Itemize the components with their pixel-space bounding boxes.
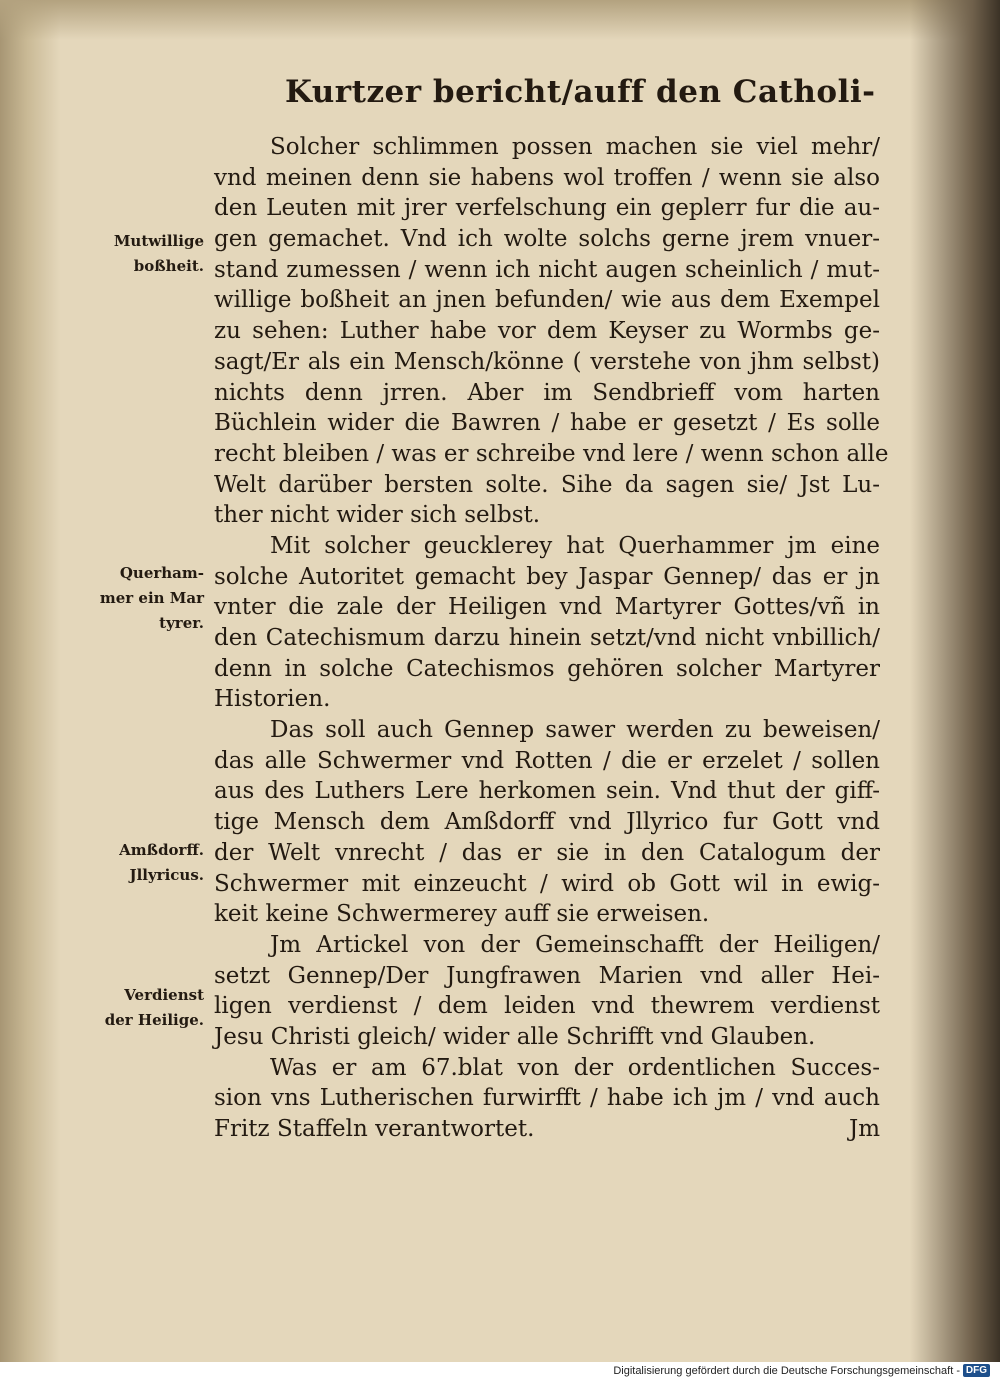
text-line: willige boßheit an jnen befunden/ wie aus dem Exempel	[214, 287, 880, 314]
text-line: nichts denn jrren. Aber im Sendbrieff vom harten	[214, 379, 880, 406]
marginal-note-verdienst	[56, 983, 204, 1033]
text-line: Schwermer mit einzeucht / wird ob Gott wil in ewig-	[214, 870, 880, 897]
text-line: der Welt vnrecht / das er sie in den Catalogum der	[214, 839, 880, 866]
body-text	[214, 132, 889, 1145]
text-line: Solcher schlimmen possen machen sie viel mehr/	[270, 134, 880, 160]
text-line: Jm Artickel von der Gemeinschafft der Heiligen/	[270, 931, 880, 958]
text-line: sion vns Lutherischen furwirfft / habe ich jm / vnd auch	[214, 1085, 880, 1112]
text-line: tige Mensch dem Amßdorff vnd Jllyrico fur Gott vnd	[214, 809, 880, 836]
text-line: Historien.	[214, 686, 331, 713]
text-line: ther nicht wider sich selbst.	[214, 502, 541, 529]
footer-credit: Digitalisierung gefördert durch die Deutsche Forschungsgemeinschaft -	[613, 1365, 960, 1377]
text-line: Mit solcher geucklerey hat Querhammer jm eine	[270, 532, 880, 559]
text-line: ligen verdienst / dem leiden vnd thewrem verdienst	[214, 993, 880, 1020]
marginal-note-querhammer	[56, 561, 204, 636]
text-line: recht bleiben / was er schreibe vnd lere / wenn schon alle	[214, 440, 889, 467]
text-line: vnter die zale der Heiligen vnd Martyrer Gottes/vñ in	[214, 594, 880, 621]
text-line: sagt/Er als ein Mensch/könne ( verstehe von jhm selbst)	[214, 348, 880, 375]
text-line: stand zumessen / wenn ich nicht augen scheinlich / mut-	[214, 256, 880, 283]
page-gutter-shadow	[0, 0, 60, 1362]
marginal-line: Mutwillige	[113, 232, 204, 250]
text-line: solche Autoritet gemacht bey Jaspar Gennep/ das er jn	[214, 563, 880, 590]
page-top-shadow	[0, 0, 1000, 40]
marginal-line: mer ein Mar	[99, 589, 204, 607]
text-line: denn in solche Catechismos gehören solcher Martyrer	[214, 655, 880, 682]
marginal-line: Jllyricus.	[129, 866, 204, 884]
text-line: den Leuten mit jrer verfelschung ein geplerr fur die au-	[214, 195, 880, 222]
text-line: vnd meinen denn sie habens wol troffen / wenn sie also	[214, 164, 880, 191]
text-line: das alle Schwermer vnd Rotten / die er erzelet / sollen	[214, 747, 880, 774]
text-line: setzt Gennep/Der Jungfrawen Marien vnd aller Hei-	[214, 962, 880, 989]
text-line: den Catechismum darzu hinein setzt/vnd nicht vnbillich/	[214, 625, 880, 651]
text-line: gen gemachet. Vnd ich wolte solchs gerne jrem vnuer-	[214, 226, 880, 253]
text-line: zu sehen: Luther habe vor dem Keyser zu Wormbs ge-	[214, 318, 880, 345]
marginal-line: der Heilige.	[104, 1011, 204, 1029]
text-line: Büchlein wider die Bawren / habe er gesetzt / Es solle	[214, 410, 880, 437]
catchword: Jm	[848, 1116, 880, 1142]
running-head: Kurtzer bericht/auff den Catholi-	[285, 74, 876, 110]
marginal-line: boßheit.	[133, 257, 204, 275]
text-line: keit keine Schwermerey auff sie erweisen.	[214, 901, 710, 928]
text-line-with-catchword	[214, 1114, 880, 1145]
marginal-line: Verdienst	[124, 986, 204, 1004]
text-line: Jesu Christi gleich/ wider alle Schrifft vnd Glauben.	[214, 1023, 816, 1050]
dfg-logo: DFG	[963, 1364, 990, 1377]
text-line: Fritz Staffeln verantwortet.	[214, 1116, 535, 1142]
marginal-line: Amßdorff.	[119, 841, 204, 859]
marginal-note-amsdorff	[56, 838, 204, 888]
marginal-note-mutwillige	[56, 229, 204, 279]
marginal-line: tyrer.	[159, 614, 204, 632]
text-line: Was er am 67.blat von der ordentlichen Succes-	[270, 1054, 880, 1081]
page-edge-shadow	[910, 0, 1000, 1362]
text-line: aus des Luthers Lere herkomen sein. Vnd thut der giff-	[214, 778, 880, 805]
text-line: Welt darüber bersten solte. Sihe da sagen sie/ Jst Lu-	[214, 471, 880, 498]
marginal-line: Querham-	[119, 564, 204, 582]
text-line: Das soll auch Gennep sawer werden zu beweisen/	[270, 717, 880, 744]
